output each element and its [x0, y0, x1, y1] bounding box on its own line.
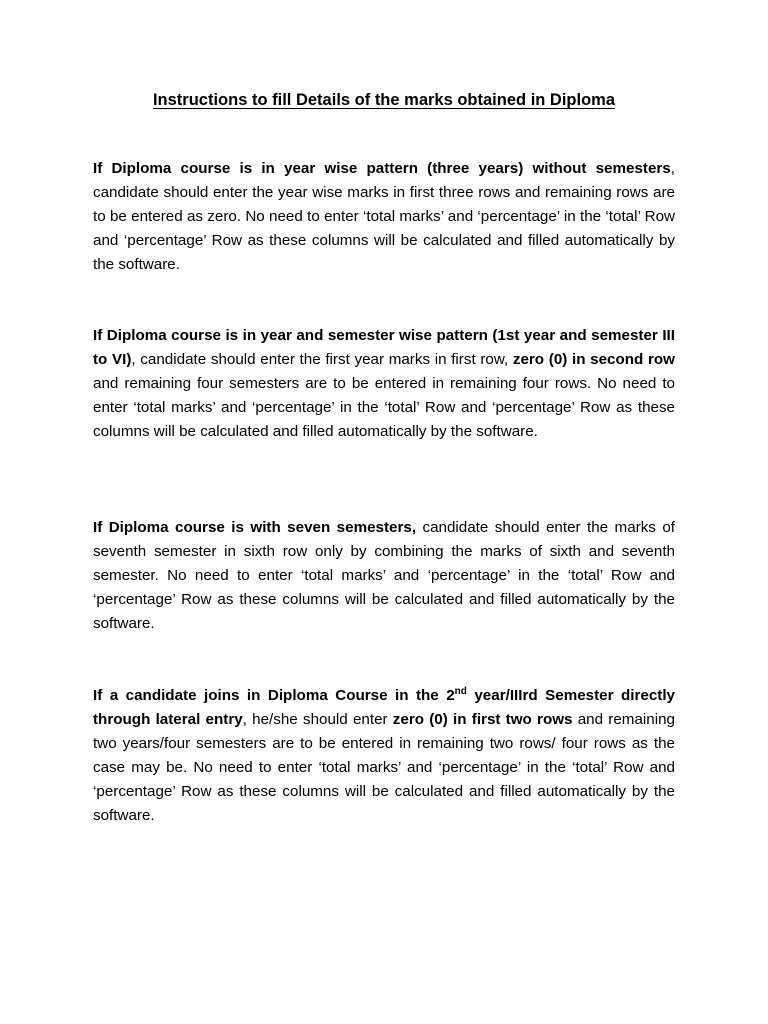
page-title: Instructions to fill Details of the marks obtained in Diploma — [152, 91, 616, 109]
paragraph-year-and-semester-heading: If Diploma course is in year and semester wise pattern (1st year and semester III to VI) — [93, 327, 675, 368]
paragraph-lateral-entry-body-1: , he/she should enter — [242, 711, 393, 728]
paragraph-year-and-semester-body-1: , candidate should enter the first year marks in first row, — [131, 351, 513, 368]
paragraph-lateral-entry-heading-b: year/IIIrd Semester directly through lateral entry — [93, 687, 676, 728]
paragraph-seven-semesters-heading: If Diploma course is with seven semesters, — [93, 519, 417, 536]
ordinal-superscript: nd — [454, 685, 467, 697]
paragraph-lateral-entry — [93, 684, 675, 828]
paragraph-year-wise-body: , candidate should enter the year wise marks in first three rows and remaining rows are to be entered as zero. No need to enter ‘total marks’ and ‘percentage’ in the ‘total’ Row and ‘percentage’ Row as these columns will be calculated and filled automatically by the software. — [93, 160, 675, 273]
paragraph-year-wise-heading: If Diploma course is in year wise pattern (three years) without semesters — [93, 160, 671, 177]
paragraph-seven-semesters-body: candidate should enter the marks of seventh semester in sixth row only by combining the marks of sixth and seventh semester. No need to enter ‘total marks’ and ‘percentage’ in the ‘total’ Row and ‘percentage’ Row as these columns will be calculated and filled automatically by the software. — [93, 519, 675, 632]
paragraph-year-wise — [93, 157, 675, 277]
paragraph-seven-semesters — [93, 516, 675, 636]
paragraph-lateral-entry-emphasis: zero (0) in first two rows — [392, 711, 573, 728]
paragraph-year-and-semester-body-2: and remaining four semesters are to be entered in remaining four rows. No need to enter ‘total marks’ and ‘percentage’ in the ‘total’ Row and ‘percentage’ Row as these columns will be calculated and filled automatically by the software. — [93, 375, 675, 440]
paragraph-lateral-entry-heading-a: If a candidate joins in Diploma Course in the 2 — [93, 687, 455, 704]
paragraph-year-and-semester-emphasis: zero (0) in second row — [512, 351, 675, 368]
paragraph-year-and-semester — [93, 324, 675, 444]
paragraph-lateral-entry-body-2: and remaining two years/four semesters are to be entered in remaining two rows/ four rows as the case may be. No need to enter ‘total marks’ and ‘percentage’ in the ‘total’ Row and ‘percentage’ Row as these columns will be calculated and filled automatically by the software. — [93, 711, 675, 824]
